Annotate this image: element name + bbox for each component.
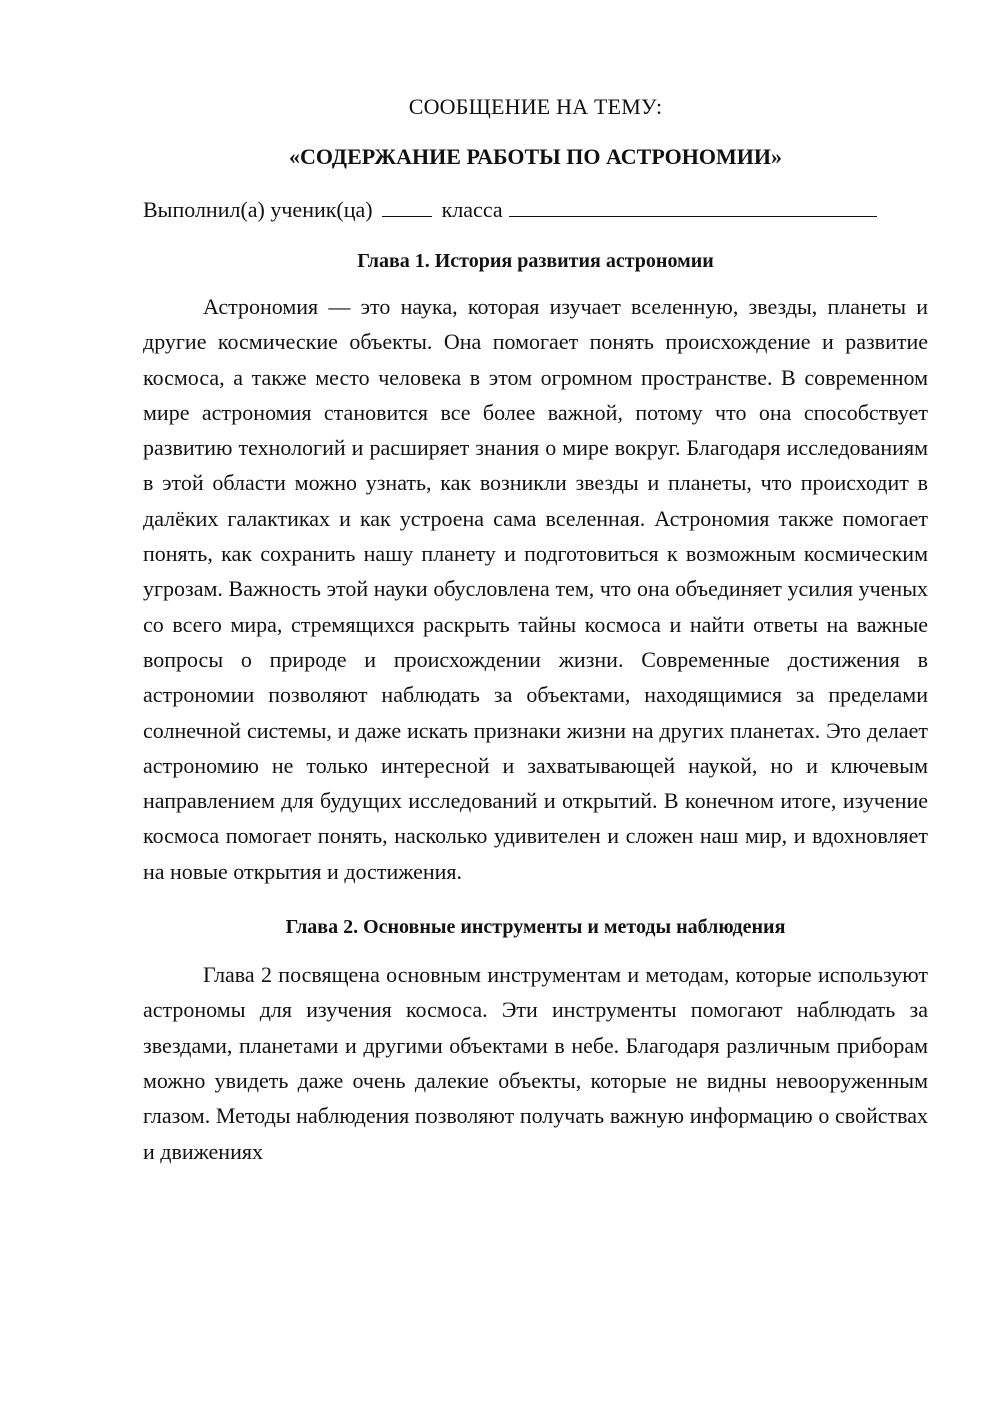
- author-line: [143, 194, 928, 225]
- grade-blank-field: [382, 194, 432, 217]
- author-label: Выполнил(а) ученик(ца): [143, 197, 373, 222]
- chapter-2-title: Глава 2. Основные инструменты и методы наблюдения: [285, 916, 786, 939]
- class-blank-field: [509, 194, 877, 217]
- chapter-1-paragraph: Астрономия — это наука, которая изучает вселенную, звезды, планеты и другие космические объекты. Она помогает понять происхождение и развитие космоса, а также место человека в этом огромном пространстве. В современном мире астрономия становится все более важной, потому что она способствует развитию технологий и расширяет знания о мире вокруг. Благодаря исследованиям в этой области можно узнать, как возникли звезды и планеты, что происходит в далёких галактиках и как устроена сама вселенная. Астрономия также помогает понять, как сохранить нашу планету и подготовиться к возможным космическим угрозам. Важность этой науки обусловлена тем, что она объединяет усилия ученых со всего мира, стремящихся раскрыть тайны космоса и найти ответы на важные вопросы о природе и происхождении жизни. Современные достижения в астрономии позволяют наблюдать за объектами, находящимися за пределами солнечной системы, и даже искать признаки жизни на других планетах. Это делает астрономию не только интересной и захватывающей наукой, но и ключевым направлением для будущих исследований и открытий. В конечном итоге, изучение космоса помогает понять, насколько удивителен и сложен наш мир, и вдохновляет на новые открытия и достижения.: [143, 294, 928, 884]
- class-label: класса: [441, 197, 503, 222]
- chapter-2-paragraph: Глава 2 посвящена основным инструментам и методам, которые используют астрономы для изучения космоса. Эти инструменты помогают наблюдать за звездами, планетами и другими объектами в небе. Благодаря различным приборам можно увидеть даже очень далекие объекты, которые не видны невооруженным глазом. Методы наблюдения позволяют получать важную информацию о свойствах и движениях: [143, 962, 928, 1164]
- document-topic: «СОДЕРЖАНИЕ РАБОТЫ ПО АСТРОНОМИИ»: [289, 144, 782, 169]
- document-title: СООБЩЕНИЕ НА ТЕМУ:: [408, 94, 663, 119]
- chapter-1-title: Глава 1. История развития астрономии: [357, 250, 714, 272]
- document-page: [143, 92, 928, 1169]
